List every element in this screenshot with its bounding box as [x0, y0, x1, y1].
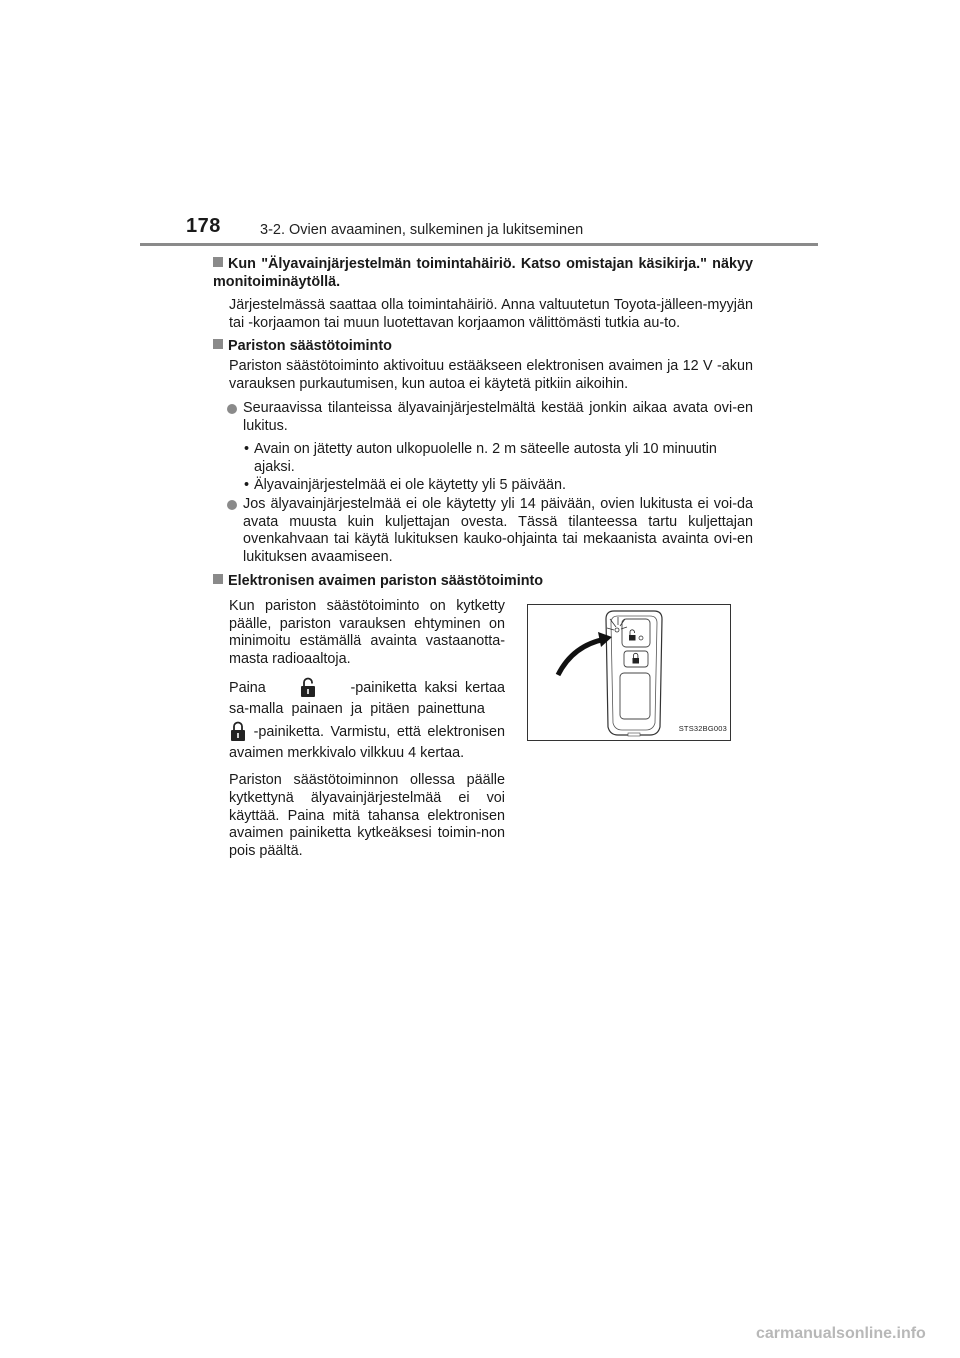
sub-bullet-text: Avain on jätetty auton ulkopuolelle n. 2 m säteelle autosta yli 10 minuutin ajaksi. [254, 441, 717, 475]
paragraph-fault: Järjestelmässä saattaa olla toimintahäiriö. Anna valtuutetun Toyota-jälleen-myyjän tai -korjaamon tai muun luotettavan korjaamon välittömästi tutkia au-to. [229, 297, 753, 331]
heading-battery-saving-text: Pariston säästötoiminto [228, 338, 392, 355]
sub-bullet-item [213, 477, 753, 495]
heading-key-battery [213, 573, 753, 591]
unlock-icon [299, 676, 317, 698]
sub-bullet-marker: • [244, 441, 250, 458]
heading-battery-saving [213, 338, 753, 356]
para2-part-a: Paina [229, 680, 266, 697]
page-content [213, 252, 753, 868]
page-number: 178 [186, 215, 221, 237]
key-battery-section [213, 598, 753, 868]
bullet-text: Seuraavissa tilanteissa älyavainjärjestelmältä kestää jonkin aikaa avata ovi-en lukitus. [243, 400, 753, 434]
paragraph-key-battery-2 [229, 676, 505, 764]
lock-icon [229, 720, 247, 742]
circle-bullet-icon [227, 500, 237, 510]
circle-bullet-icon [227, 404, 237, 414]
smart-key-figure [527, 604, 731, 741]
header-rule [140, 243, 818, 246]
square-bullet-icon [213, 339, 223, 349]
paragraph-key-battery-3: Pariston säästötoiminnon ollessa päälle kytkettynä älyavainjärjestelmää ei voi käyttää. Paina mitä tahansa elektronisen avaimen painiketta kytkeäksesi toimin-non pois päältä. [229, 772, 505, 859]
paragraph-key-battery-1: Kun pariston säästötoiminto on kytketty päälle, pariston varauksen ehtyminen on minimoitu estämällä avainta vastaanotta-masta radioaaltoja. [229, 598, 505, 667]
sub-bullet-text: Älyavainjärjestelmää ei ole käytetty yli 5 päivään. [254, 476, 566, 493]
figure-code: STS32BG003 [678, 723, 727, 733]
sub-bullet-marker: • [244, 476, 250, 493]
section-title: 3-2. Ovien avaaminen, sulkeminen ja lukitseminen [260, 222, 584, 238]
square-bullet-icon [213, 257, 223, 267]
heading-fault-text: Kun "Älyavainjärjestelmän toimintahäiriö. Katso omistajan käsikirja." näkyy monitoiminäytöllä. [213, 256, 753, 290]
key-battery-text [229, 598, 505, 860]
para2-part-c: -painiketta. Varmistu, että elektronisen avaimen merkkivalo vilkkuu 4 kertaa. [229, 724, 505, 762]
sub-bullet-item [213, 441, 753, 476]
paragraph-battery-saving: Pariston säästötoiminto aktivoituu estääkseen elektronisen avaimen ja 12 V -akun varauksen purkautumisen, kun autoa ei käytetä pitkiin aikoihin. [229, 357, 753, 392]
heading-fault [213, 256, 753, 291]
watermark: carmanualsonline.info [756, 1325, 926, 1342]
para2-part-b: -painiketta kaksi kertaa sa-malla painaen ja pitäen painettuna [229, 680, 506, 718]
bullet-item [213, 400, 753, 435]
heading-key-battery-text: Elektronisen avaimen pariston säästötoiminto [228, 572, 544, 589]
bullet-item [213, 496, 753, 566]
square-bullet-icon [213, 574, 223, 584]
bullet-text: Jos älyavainjärjestelmää ei ole käytetty yli 14 päivään, ovien lukitusta ei voi-da avata muusta kuin kuljettajan ovesta. Tässä tilanteessa tartu kuljettajan ovenkahvaan tai käytä lukituksen kauko-ohjainta tai mekaanista avainta ovi-en lukituksen avaamiseen. [243, 496, 753, 565]
